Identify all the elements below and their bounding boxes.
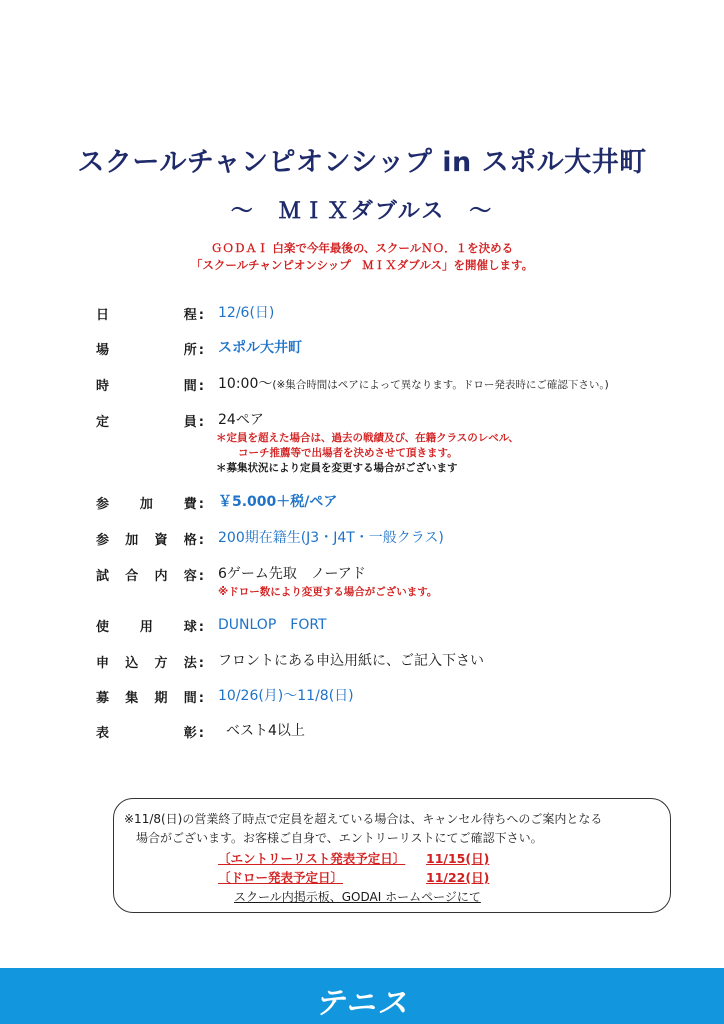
capacity-note-red-1: ＊定員を超えた場合は、過去の戦績及び、在籍クラスのレベル、 bbox=[216, 432, 519, 444]
intro-text bbox=[0, 240, 724, 274]
value-ball: DUNLOP FORT bbox=[218, 617, 327, 633]
intro-line-1: ＧＯＤＡＩ 白楽で今年最後の、スクールＮＯ．１を決める bbox=[210, 241, 514, 255]
label-capacity: 定 員 : bbox=[96, 415, 204, 430]
notice-line-1: ※11/8(日)の営業終了時点で定員を超えている場合は、キャンセル待ちへのご案内となる bbox=[124, 812, 603, 826]
time-note: (※集合時間はペアによって異なります。ドロー発表時にご確認下さい。) bbox=[272, 379, 609, 391]
value-date: 12/6(日) bbox=[218, 305, 275, 321]
notice-box bbox=[113, 798, 671, 913]
value-venue: スポル大井町 bbox=[218, 340, 302, 356]
value-capacity: 24ペア bbox=[218, 412, 264, 428]
value-award: ベスト4以上 bbox=[226, 723, 305, 739]
footer-bar bbox=[0, 968, 724, 1024]
label-date: 日 程 : bbox=[96, 308, 204, 323]
value-period: 10/26(月)～11/8(日) bbox=[218, 688, 354, 704]
entry-list-label: 〔エントリーリスト発表予定日〕 bbox=[218, 851, 406, 866]
label-apply: 申 込 方 法 : bbox=[96, 656, 204, 671]
capacity-note-black: ＊募集状況により定員を変更する場合がございます bbox=[216, 462, 458, 474]
notice-line-2: 場合がございます。お客様ご自身で、エントリーリストにてご確認下さい。 bbox=[136, 831, 543, 845]
label-award: 表 彰 : bbox=[96, 726, 204, 741]
value-time: 10:00～(※集合時間はペアによって異なります。ドロー発表時にご確認下さい。) bbox=[218, 376, 609, 392]
draw-label: 〔ドロー発表予定日〕 bbox=[218, 870, 344, 885]
label-fee: 参 加 費 : bbox=[96, 497, 204, 512]
label-ball: 使 用 球 : bbox=[96, 620, 204, 635]
page-title: スクールチャンピオンシップ in スポル大井町 bbox=[77, 147, 647, 178]
entry-list-date: 11/15(日) bbox=[426, 851, 490, 866]
page-subtitle: ～ ＭＩＸダブルス ～ bbox=[230, 199, 494, 224]
value-fee: ￥5.000＋税/ペア bbox=[218, 494, 338, 510]
format-note: ※ドロー数により変更する場合がございます。 bbox=[218, 586, 438, 598]
capacity-note-red-2: コーチ推薦等で出場者を決めさせて頂きます。 bbox=[238, 447, 458, 459]
notice-line-last: スクール内掲示板、GODAI ホームページにて bbox=[234, 890, 481, 904]
footer-label: テニス bbox=[314, 986, 410, 1021]
value-apply: フロントにある申込用紙に、ご記入下さい bbox=[218, 653, 484, 669]
label-period: 募 集 期 間 : bbox=[96, 691, 204, 706]
value-eligibility: 200期在籍生(J3・J4T・一般クラス) bbox=[218, 530, 444, 546]
label-venue: 場 所 : bbox=[96, 343, 204, 358]
intro-line-2: 「スクールチャンピオンシップ ＭＩＸダブルス」を開催します。 bbox=[190, 258, 534, 272]
label-time: 時 間 : bbox=[96, 379, 204, 394]
label-eligibility: 参 加 資 格 : bbox=[96, 533, 204, 548]
draw-date: 11/22(日) bbox=[426, 870, 490, 885]
label-format: 試 合 内 容 : bbox=[96, 569, 204, 584]
value-format: 6ゲーム先取 ノーアド bbox=[218, 566, 366, 582]
